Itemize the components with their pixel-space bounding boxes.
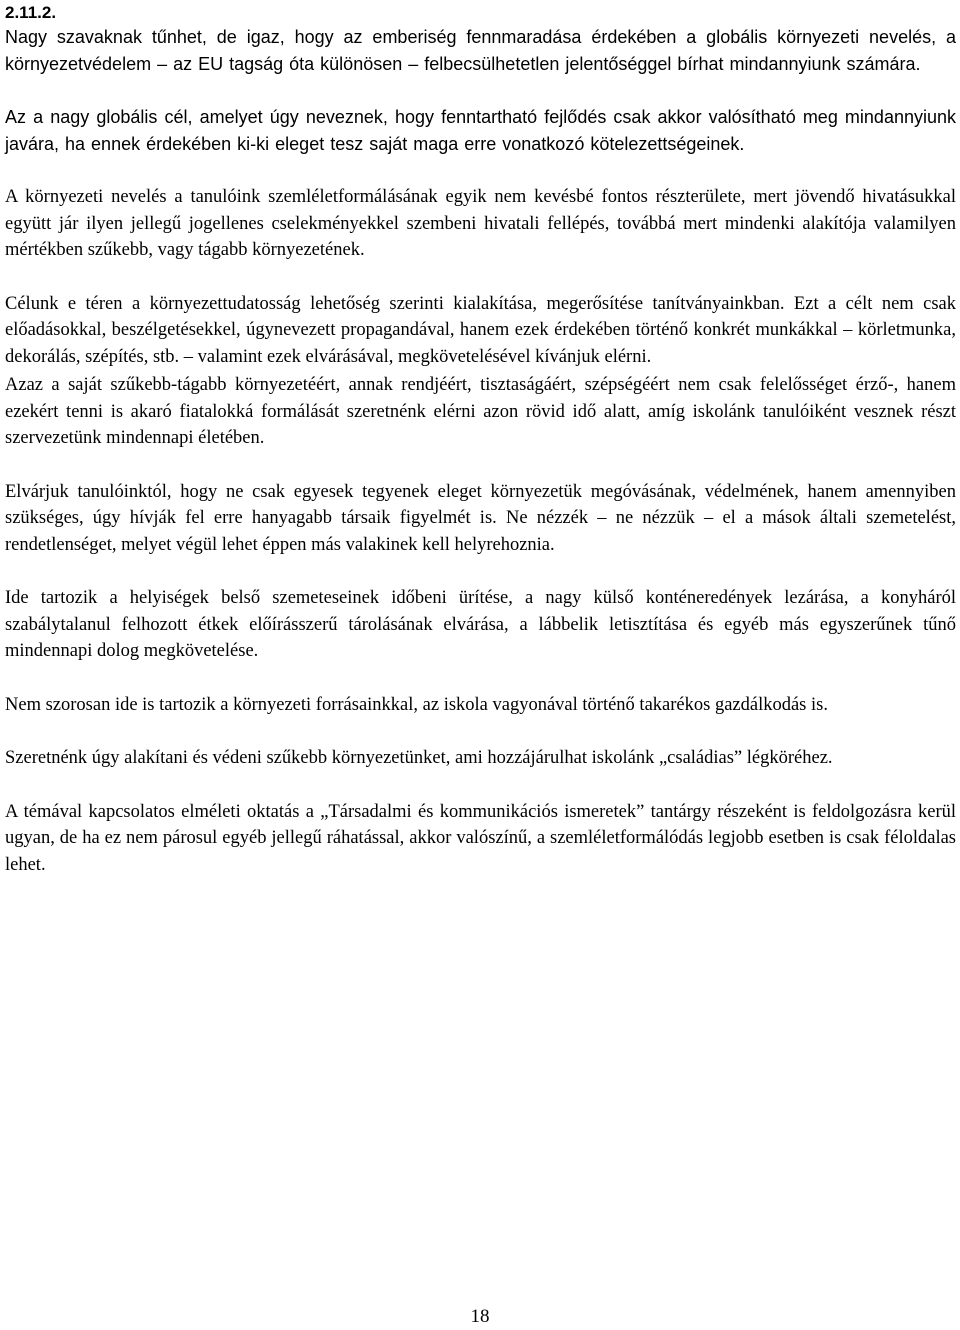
paragraph-global-goal: Az a nagy globális cél, amelyet úgy neveznek, hogy fenntartható fejlődés csak akkor valósítható meg mindannyiunk javára, ha ennek érdekében ki-ki eleget tesz saját maga erre vonatkozó kötelezettségeinek. <box>5 107 956 154</box>
section-number: 2.11.2. <box>5 3 57 22</box>
paragraph-resources: Nem szorosan ide is tartozik a környezeti forrásainkkal, az iskola vagyonával történő takarékos gazdálkodás is. <box>5 694 828 715</box>
paragraph-waste-handling: Ide tartozik a helyiségek belső szemeteseinek időbeni ürítése, a nagy külső konténeredények lezárása, a konyháról szabálytalanul felhozott étkek előírásszerű tárolásának elvárása, a lábbelik letisztítása és egyéb más egyszerűnek tűnő mindennapi dolog megkövetelése. <box>5 588 956 661</box>
paragraph-intro: Nagy szavaknak tűnhet, de igaz, hogy az emberiség fennmaradása érdekében a globális környezeti nevelés, a környezetvédelem – az EU tagság óta különösen – felbecsülhetetlen jelentőséggel bírhat mindannyiunk számára. <box>5 27 956 74</box>
paragraph-goals: Célunk e téren a környezettudatosság lehetőség szerinti kialakítása, megerősítése tanítványainkban. Ezt a célt nem csak előadásokkal, beszélgetésekkel, úgynevezett propagandával, hanem ezek érdekében történő konkrét munkákkal – körletmunka, dekorálás, szépítés, stb. – valamint ezek elvárásával, megkövetelésével kívánjuk elérni. <box>5 293 956 367</box>
paragraph-responsibility: Azaz a saját szűkebb-tágabb környezetéért, annak rendjéért, tisztaságáért, szépségéért nem csak felelősséget érző-, hanem ezekért tenni is akaró fiatalokká formálását szeretnénk elérni azon rövid idő alatt, amíg iskolánk tanulóiként vesznek részt szervezetünk mindennapi életében. <box>5 375 956 448</box>
page-number: 18 <box>470 1306 490 1327</box>
paragraph-atmosphere: Szeretnénk úgy alakítani és védeni szűkebb környezetünket, ami hozzájárulhat iskolánk „családias” légköréhez. <box>5 748 833 768</box>
paragraph-expectations: Elvárjuk tanulóinktól, hogy ne csak egyesek tegyenek eleget környezetük megóvásának, védelmének, hanem amennyiben szükséges, úgy hívják fel erre hanyagabb társaik figyelmét is. Ne nézzék – ne nézzük – el a mások általi szemetelést, rendetlenséget, melyet végül lehet éppen más valakinek kell helyrehoznia. <box>5 481 956 555</box>
paragraph-theoretical-education: A témával kapcsolatos elméleti oktatás a „Társadalmi és kommunikációs ismeretek” tantárgy részeként is feldolgozásra kerül ugyan, de ha ez nem párosul egyéb jellegű ráhatással, akkor valószínű, a szemléletformálódás legjobb esetben is csak féloldalas lehet. <box>5 801 956 875</box>
paragraph-environmental-education: A környezeti nevelés a tanulóink szemléletformálásának egyik nem kevésbé fontos részterülete, mert jövendő hivatásukkal együtt jár ilyen jellegű jogellenes cselekményekkel szembeni hivatali fellépés, továbbá mert mindenki alakítója valamilyen mértékben szűkebb, vagy tágabb környezetének. <box>5 187 956 260</box>
document-page <box>5 0 956 878</box>
